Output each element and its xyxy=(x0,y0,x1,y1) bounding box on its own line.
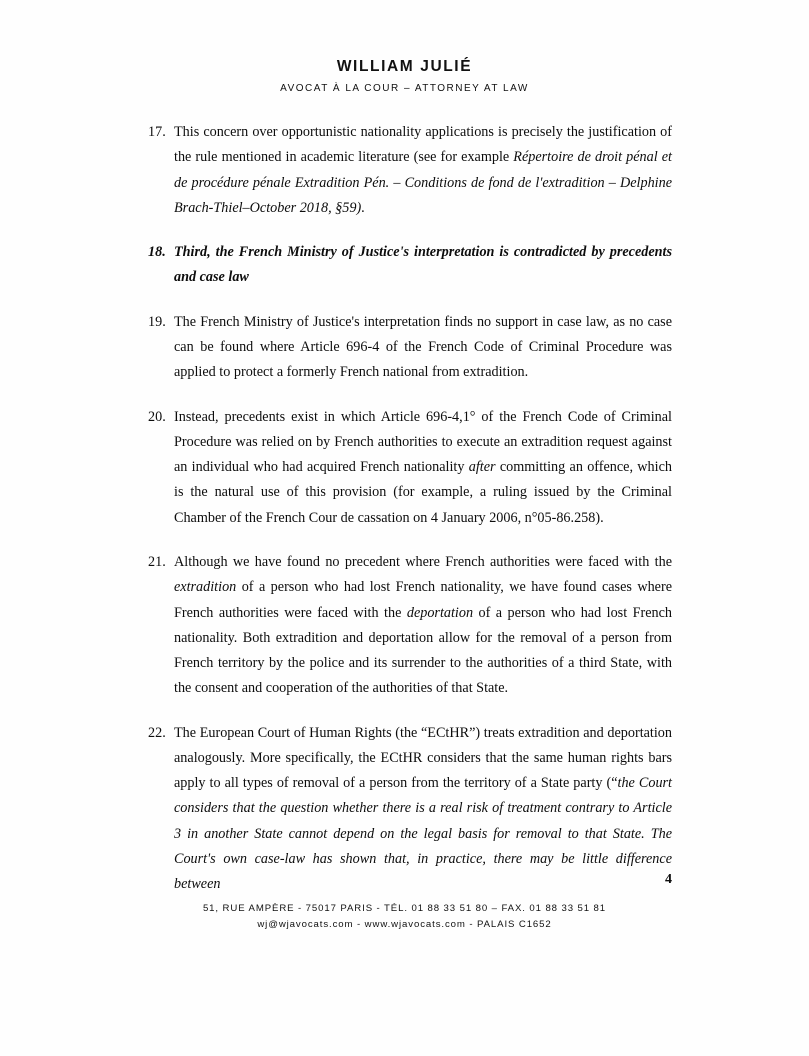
paragraph-number: 18. xyxy=(148,244,166,261)
paragraph-text: This concern over opportunistic nationality applications is precisely the justification of the rule mentioned in academic literature (see for example Répertoire de droit pénal et de procédure pénale Extradition Pén. – Conditions de fond de l'extradition – Delphine Brach-Thiel–October 2018, §59). xyxy=(174,124,673,216)
paragraph-text: The French Ministry of Justice's interpretation finds no support in case law, as no case can be found where Article 696-4 of the French Code of Criminal Procedure was applied to protect a formerly French national from extradition. xyxy=(174,313,672,381)
paragraph-18-heading xyxy=(148,240,672,291)
paragraph-number: 22. xyxy=(148,724,166,741)
firm-subtitle: AVOCAT À LA COUR – ATTORNEY AT LAW xyxy=(280,83,529,94)
paragraph-22 xyxy=(148,721,672,898)
paragraph-text: Instead, precedents exist in which Article 696-4,1° of the French Code of Criminal Procedure was relied on by French authorities to execute an extradition request against an individual who had acquired French nationality after committing an offence, which is the natural use of this provision (for example, a ruling issued by the Criminal Chamber of the French Cour de cassation on 4 January 2006, n°05-86.258). xyxy=(174,408,672,526)
paragraph-19 xyxy=(148,310,672,386)
firm-name: WILLIAM JULIÉ xyxy=(336,58,473,75)
paragraph-21 xyxy=(148,550,672,702)
footer-contact-line: wj@wjavocats.com - www.wjavocats.com - PALAIS C1652 xyxy=(257,918,552,930)
paragraph-20 xyxy=(148,405,672,531)
paragraph-number: 21. xyxy=(148,553,166,570)
paragraph-17 xyxy=(148,120,672,221)
paragraph-text: Although we have found no precedent where French authorities were faced with the extradition of a person who had lost French nationality, we have found cases where French authorities were faced with the deportation of a person who had lost French nationality. Both extradition and deportation allow for the removal of a person from French territory by the police and its surrender to the authorities of a third State, with the consent and cooperation of the authorities of that State. xyxy=(174,553,672,697)
paragraph-text: The European Court of Human Rights (the “ECtHR”) treats extradition and deportation analogously. More specifically, the ECtHR considers that the same human rights bars apply to all types of removal of a person from the territory of a State party (“the Court considers that the question whether there is a real risk of treatment contrary to Article 3 in another State cannot depend on the legal basis for removal to that State. The Court's own case-law has shown that, in practice, there may be little difference between xyxy=(174,724,672,893)
footer-address-line: 51, RUE AMPÈRE - 75017 PARIS - TÉL. 01 88 33 51 80 – FAX. 01 88 33 51 81 xyxy=(202,903,607,914)
page-number: 4 xyxy=(665,872,672,887)
paragraph-number: 19. xyxy=(148,313,166,330)
document-body xyxy=(148,120,672,898)
footer xyxy=(0,901,809,933)
paragraph-number: 17. xyxy=(148,124,166,140)
letterhead xyxy=(0,58,809,94)
paragraph-number: 20. xyxy=(148,408,166,425)
paragraph-text: Third, the French Ministry of Justice's interpretation is contradicted by precedents and case law xyxy=(174,244,672,286)
